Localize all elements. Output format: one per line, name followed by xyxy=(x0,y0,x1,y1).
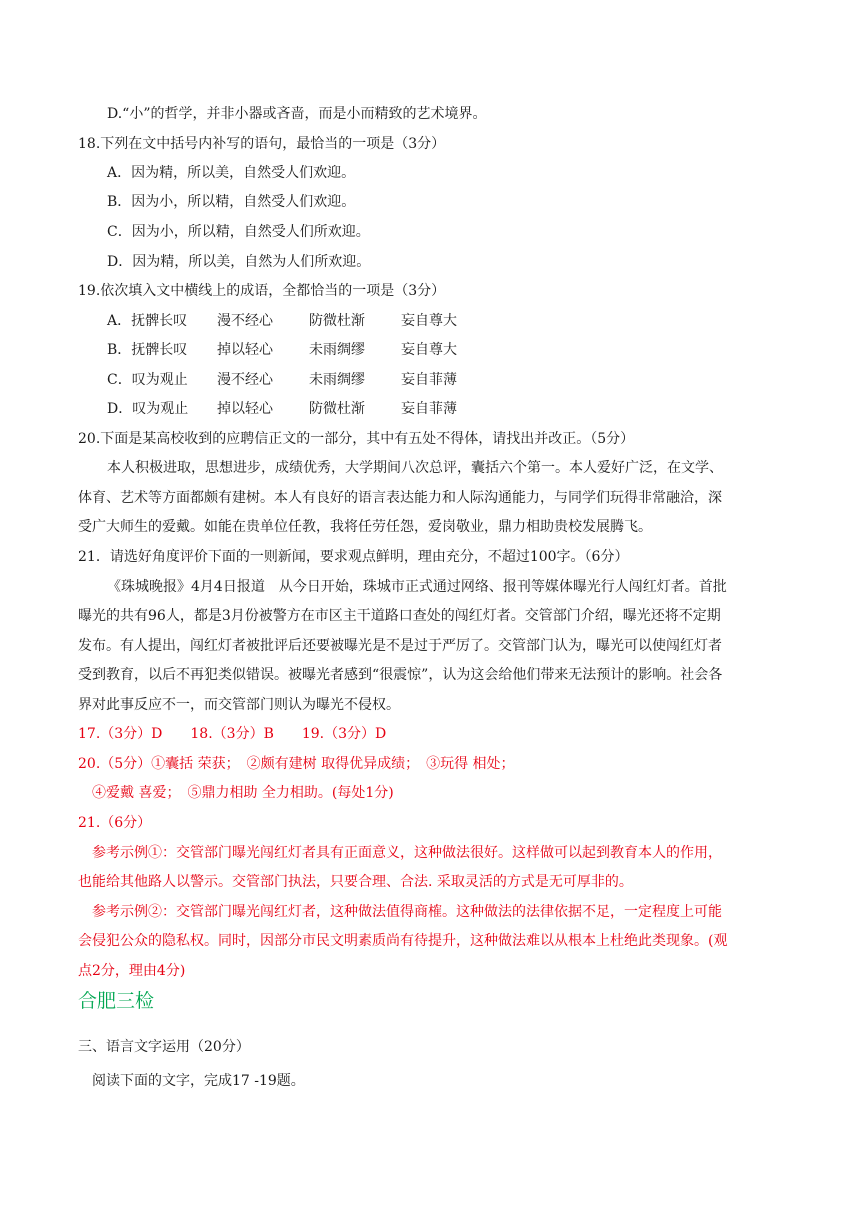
q21-passage-line: 界对此事反应不一，而交管部门则认为曝光不侵权。 xyxy=(78,697,400,713)
part-title: 三、语言文字运用（20分） xyxy=(78,1039,250,1055)
q18-option-a: A．因为精，所以美，自然受人们欢迎。 xyxy=(107,165,356,181)
q19-option-b xyxy=(107,340,481,360)
q19-a-idiom-2: 漫不经心 xyxy=(217,313,273,329)
section-heading: 合肥三检 xyxy=(78,990,155,1012)
answer-21-example-2-line: 参考示例②：交管部门曝光闯红灯者，这种做法值得商榷。这种做法的法律依据不足，一定程度上可能 xyxy=(92,904,722,920)
q21-passage-line: 发布。有人提出，闯红灯者被批评后还要被曝光是不是过于严厉了。交管部门认为，曝光可以使闯红灯者 xyxy=(78,638,722,654)
q19-stem: 19.依次填入文中横线上的成语，全都恰当的一项是（3分） xyxy=(78,283,446,299)
q19-c-idiom-3: 未雨绸缪 xyxy=(309,372,365,388)
answer-21-example-2-line: 会侵犯公众的隐私权。同时，因部分市民文明素质尚有待提升，这种做法难以从根本上杜绝此类现象。(观 xyxy=(78,933,728,949)
answer-20-line-1: 20.（5分）①囊括 荣获； ②颇有建树 取得优异成绩； ③玩得 相处； xyxy=(78,756,515,772)
reading-instruction: 阅读下面的文字，完成17 -19题。 xyxy=(92,1073,305,1089)
q19-c-idiom-1: C．叹为观止 xyxy=(107,372,188,388)
q18-stem: 18.下列在文中括号内补写的语句，最恰当的一项是（3分） xyxy=(78,136,446,152)
q20-passage-line: 本人积极进取，思想进步，成绩优秀，大学期间八次总评，囊括六个第一。本人爱好广泛，在文学、 xyxy=(107,460,723,476)
q19-d-idiom-4: 妄自菲薄 xyxy=(401,401,457,417)
q19-c-idiom-2: 漫不经心 xyxy=(217,372,273,388)
answer-20-line-2: ④爱戴 喜爱； ⑤鼎力相助 全力相助。(每处1分) xyxy=(92,785,394,801)
q19-a-idiom-1: A．抚髀长叹 xyxy=(107,313,188,329)
q19-b-idiom-3: 未雨绸缪 xyxy=(309,342,365,358)
answer-17-19: 17.（3分）D 18.（3分）B 19.（3分）D xyxy=(78,726,387,742)
q21-passage-line: 曝光的共有96人，都是3月份被警方在市区主干道路口查处的闯红灯者。交管部门介绍，曝光还将不定期 xyxy=(78,608,721,624)
answer-21-example-1-line: 参考示例①：交管部门曝光闯红灯者具有正面意义，这种做法很好。这样做可以起到教育本人的作用， xyxy=(92,845,722,861)
q18-option-d: D．因为精，所以美，自然为人们所欢迎。 xyxy=(107,254,371,270)
q19-b-idiom-2: 掉以轻心 xyxy=(217,342,273,358)
q19-b-idiom-1: B．抚髀长叹 xyxy=(107,342,188,358)
q21-stem: 21．请选好角度评价下面的一则新闻，要求观点鲜明，理由充分，不超过100字。（6分） xyxy=(78,549,629,565)
q17-option-d: D.“小”的哲学，并非小器或吝啬，而是小而精致的艺术境界。 xyxy=(107,106,487,122)
q20-passage-line: 体育、艺术等方面都颇有建树。本人有良好的语言表达能力和人际沟通能力，与同学们玩得非常融洽，深 xyxy=(78,490,722,506)
q19-option-a xyxy=(107,311,481,331)
answer-21-example-1-line: 也能给其他路人以警示。交管部门执法，只要合理、合法. 采取灵活的方式是无可厚非的。 xyxy=(78,874,633,890)
q19-b-idiom-4: 妄自尊大 xyxy=(401,342,457,358)
q19-a-idiom-3: 防微杜渐 xyxy=(309,313,365,329)
answer-21-example-2-line: 点2分，理由4分) xyxy=(78,963,186,979)
q20-stem: 20.下面是某高校收到的应聘信正文的一部分，其中有五处不得体，请找出并改正。（5分） xyxy=(78,431,635,447)
q18-option-c: C．因为小，所以精，自然受人们所欢迎。 xyxy=(107,224,370,240)
q19-d-idiom-3: 防微杜渐 xyxy=(309,401,365,417)
q21-passage-line: 《珠城晚报》4月4日报道 从今日开始，珠城市正式通过网络、报刊等媒体曝光行人闯红灯者。首批 xyxy=(107,579,727,595)
q19-d-idiom-1: D．叹为观止 xyxy=(107,401,189,417)
q19-a-idiom-4: 妄自尊大 xyxy=(401,313,457,329)
q21-passage-line: 受到教育，以后不再犯类似错误。被曝光者感到“很震惊”，认为这会给他们带来无法预计的影响。社会各 xyxy=(78,667,723,683)
q19-d-idiom-2: 掉以轻心 xyxy=(217,401,273,417)
answer-21-label: 21.（6分） xyxy=(78,815,152,831)
q20-passage-line: 受广大师生的爱戴。如能在贵单位任教，我将任劳任怨，爱岗敬业，鼎力相助贵校发展腾飞。 xyxy=(78,519,652,535)
q19-option-c xyxy=(107,370,481,390)
q18-option-b: B．因为小，所以精，自然受人们欢迎。 xyxy=(107,194,356,210)
q19-c-idiom-4: 妄自菲薄 xyxy=(401,372,457,388)
q19-option-d xyxy=(107,399,481,419)
